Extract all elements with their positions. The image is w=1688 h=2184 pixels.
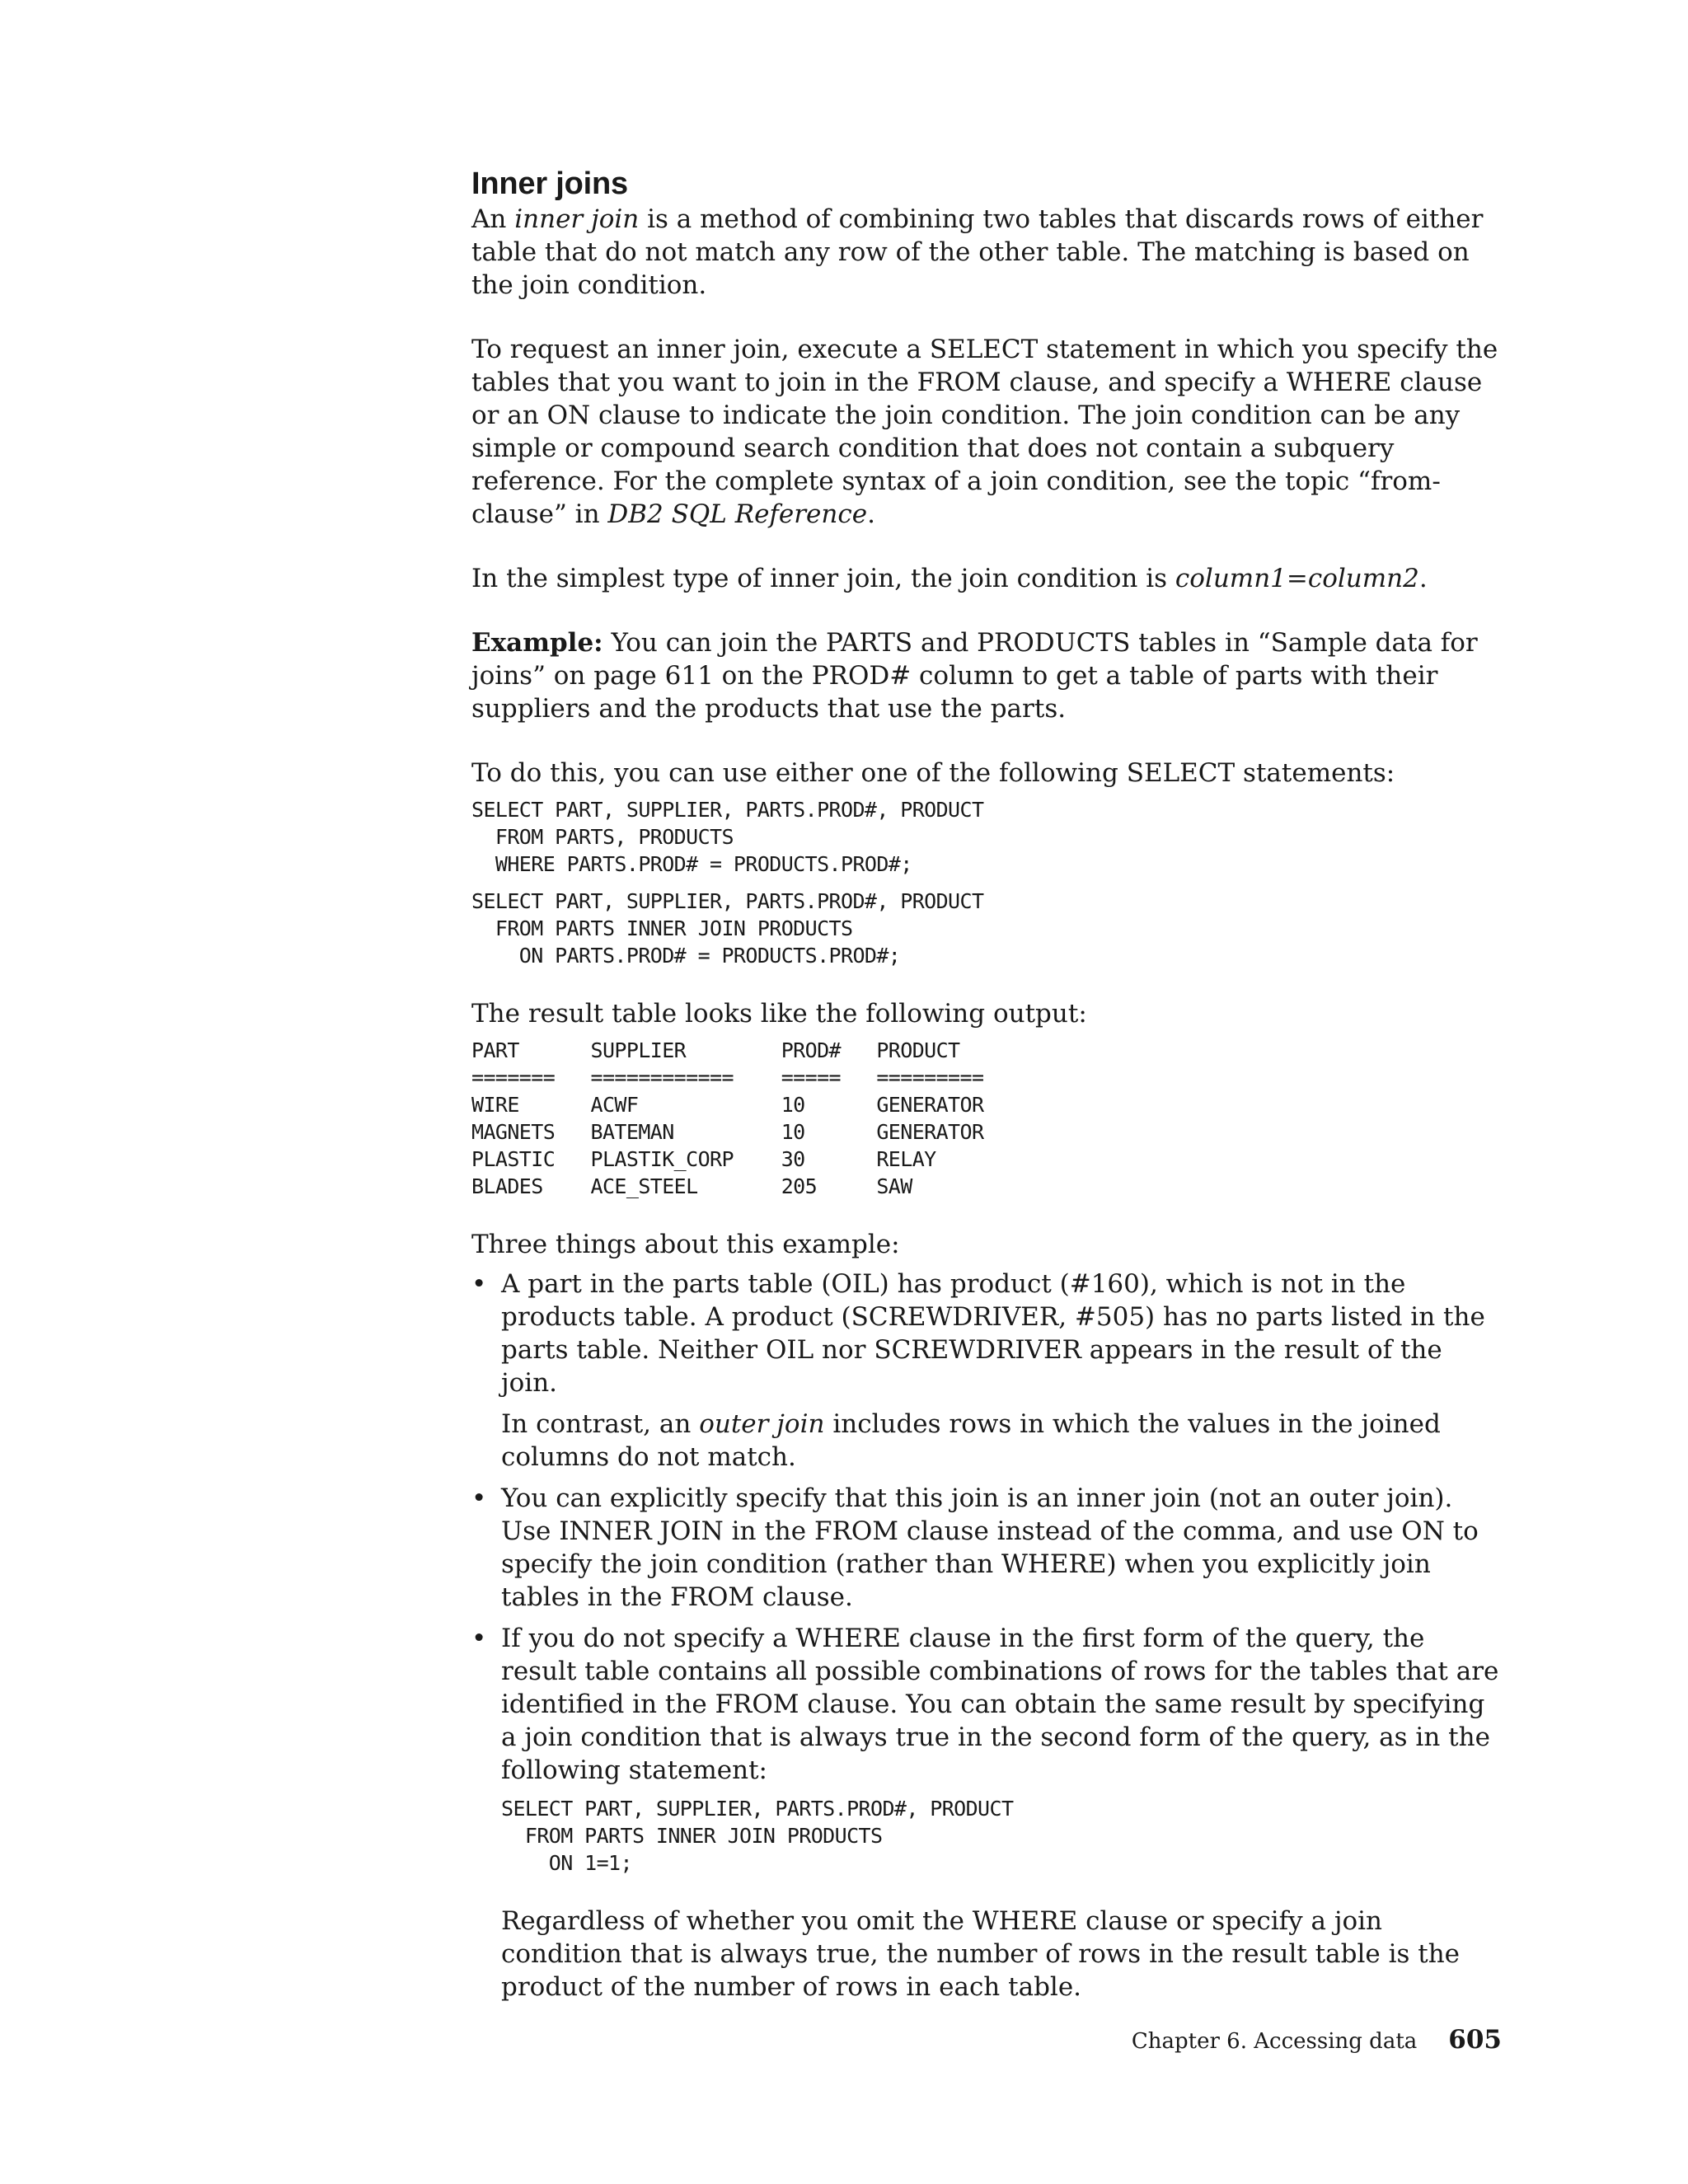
text-span: is a method of combining two tables that discards rows of either table that do not match any row of the other table. The matching is based on the join condition. bbox=[471, 204, 1484, 300]
bullet-marker: • bbox=[471, 1624, 487, 1653]
emphasis-term: column1=column2 bbox=[1175, 564, 1419, 593]
intro-paragraph bbox=[471, 203, 1502, 302]
bullet-marker: • bbox=[471, 1269, 487, 1299]
chapter-title: Chapter 6. Accessing data bbox=[1131, 2029, 1418, 2054]
emphasis-term: inner join bbox=[514, 204, 640, 234]
result-table: PART SUPPLIER PROD# PRODUCT ======= ============ ===== ========= WIRE ACWF 10 GENERATOR MAGNETS BATEMAN 10 GENERATOR PLASTIC PLASTIK_CORP 30 RELAY BLADES ACE_STEEL 205 SAW bbox=[471, 1038, 984, 1198]
example-paragraph bbox=[471, 626, 1502, 725]
result-intro-paragraph: The result table looks like the following output: bbox=[471, 999, 1087, 1029]
list-item bbox=[471, 1622, 1502, 2004]
document-page bbox=[471, 165, 1502, 2004]
reference-title: DB2 SQL Reference bbox=[607, 499, 868, 529]
select-intro-paragraph: To do this, you can use either one of the following SELECT statements: bbox=[471, 758, 1395, 788]
bullet-subparagraph bbox=[501, 1408, 1502, 1474]
bullet-marker: • bbox=[471, 1483, 487, 1513]
text-span: In the simplest type of inner join, the join condition is bbox=[471, 564, 1175, 593]
bullet-text: If you do not specify a WHERE clause in the first form of the query, the result table contains all possible combinations of rows for the tables that are identified in the FROM clause. You can obtain the same result by specifying a join condition that is always true in the second form of the query, as in the following statement: bbox=[501, 1624, 1499, 1785]
code-block-first-form: SELECT PART, SUPPLIER, PARTS.PROD#, PRODUCT FROM PARTS, PRODUCTS WHERE PARTS.PROD# = PRODUCTS.PROD#; bbox=[471, 798, 984, 876]
text-span: In contrast, an bbox=[501, 1409, 700, 1439]
example-label: Example: bbox=[471, 628, 603, 658]
code-block-always-true: SELECT PART, SUPPLIER, PARTS.PROD#, PRODUCT FROM PARTS INNER JOIN PRODUCTS ON 1=1; bbox=[501, 1797, 1014, 1875]
page-footer bbox=[1132, 2026, 1502, 2055]
three-things-paragraph: Three things about this example: bbox=[471, 1230, 900, 1259]
bullet-subparagraph: Regardless of whether you omit the WHERE clause or specify a join condition that is always true, the number of rows in the result table is the product of the number of rows in each table. bbox=[501, 1906, 1461, 2002]
list-item bbox=[471, 1268, 1502, 1474]
emphasis-term: outer join bbox=[699, 1409, 825, 1439]
code-block-second-form: SELECT PART, SUPPLIER, PARTS.PROD#, PRODUCT FROM PARTS INNER JOIN PRODUCTS ON PARTS.PROD# = PRODUCTS.PROD#; bbox=[471, 889, 984, 968]
text-span: You can join the PARTS and PRODUCTS tables in “Sample data for joins” on page 611 on the PROD# column to get a table of parts with their suppliers and the products that use the parts. bbox=[471, 628, 1478, 724]
bullet-list bbox=[471, 1268, 1502, 2004]
page-number: 605 bbox=[1448, 2025, 1502, 2055]
text-span: . bbox=[1418, 564, 1428, 593]
text-span: An bbox=[471, 204, 515, 234]
section-heading: Inner joins bbox=[471, 166, 628, 201]
text-span: includes rows in which the values in the joined columns do not match. bbox=[501, 1409, 1441, 1472]
list-item bbox=[471, 1482, 1502, 1614]
text-span: To request an inner join, execute a SELECT statement in which you specify the tables that you want to join in the FROM clause, and specify a WHERE clause or an ON clause to indicate the join condition. The join condition can be any simple or compound search condition that does not contain a subquery reference. For the complete syntax of a join condition, see the topic “from-clause” in bbox=[471, 335, 1498, 529]
simplest-paragraph bbox=[471, 562, 1502, 595]
bullet-text: You can explicitly specify that this join is an inner join (not an outer join). Use INNER JOIN in the FROM clause instead of the comma, and use ON to specify the join condition (rather than WHERE) when you explicitly join tables in the FROM clause. bbox=[501, 1483, 1479, 1612]
bullet-text: A part in the parts table (OIL) has product (#160), which is not in the products table. A product (SCREWDRIVER, #505) has no parts listed in the parts table. Neither OIL nor SCREWDRIVER appears in the result of the join. bbox=[501, 1269, 1485, 1398]
text-span: . bbox=[867, 499, 875, 529]
request-paragraph bbox=[471, 333, 1502, 531]
